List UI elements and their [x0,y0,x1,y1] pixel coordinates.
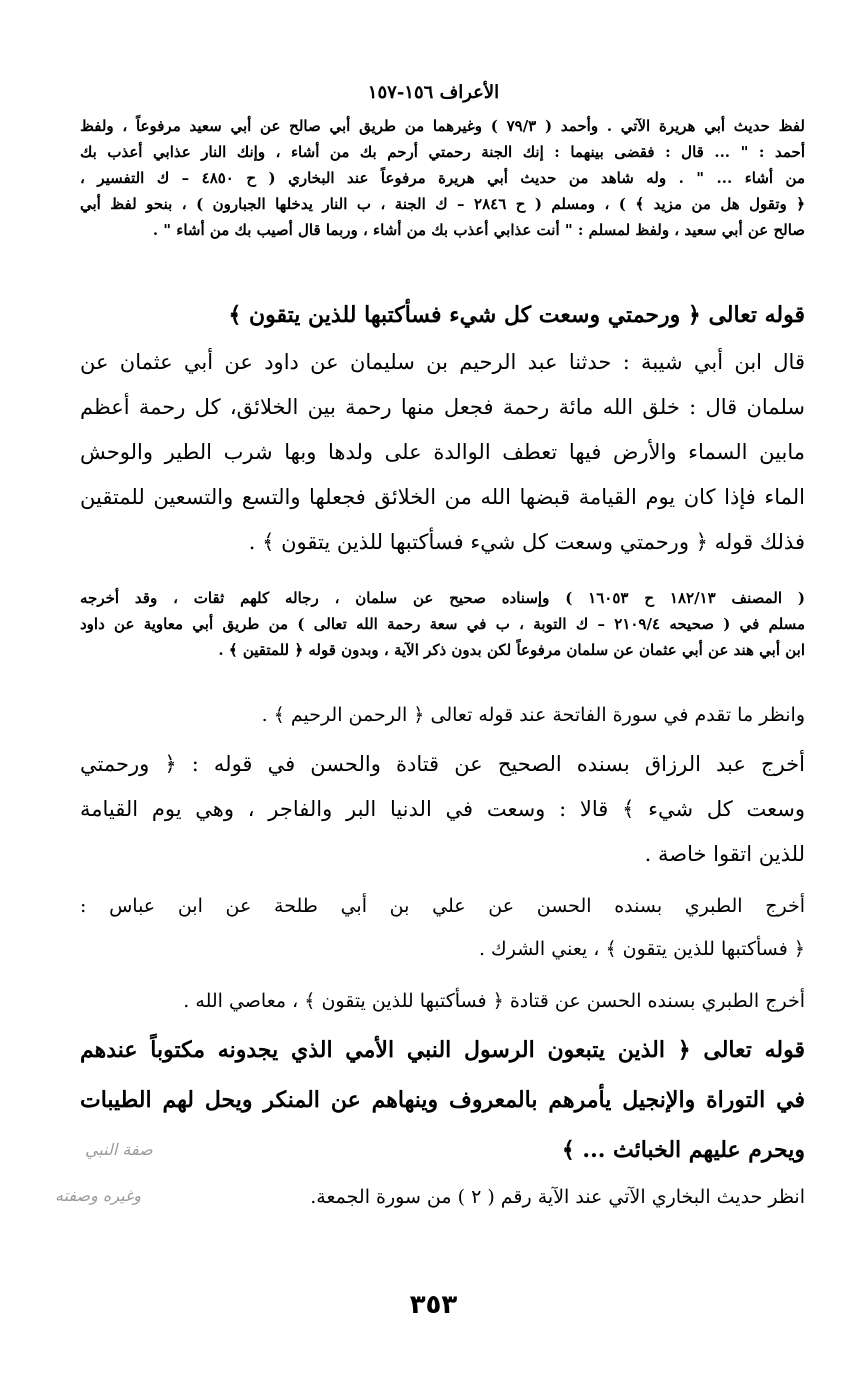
heading-line: ويحرم عليهم الخبائث ... ﴾ [561,1137,805,1163]
paragraph-ibn-abi-shaybah [80,340,805,565]
footnote-line: صالح عن أبي سعيد ، ولفظ لمسلم : " أنت عذابي أعذب بك من أشاء ، وربما قال أصيب بك من أشاء " . [152,221,805,239]
paragraph-line: مابين السماء والأرض فيها تعطف الوالدة على ولدها وبها شرب الطير والوحش [80,440,805,464]
paragraph-line: ﴿ فسأكتبها للذين يتقون ﴾ ، يعني الشرك . [478,938,805,960]
heading-line: في التوراة والإنجيل يأمرهم بالمعروف وينهاهم عن المنكر ويحل لهم الطيبات [80,1087,805,1113]
footnote-line: مسلم في ( صحيحه ٢١٠٩/٤ – ك التوبة ، ب في سعة رحمة الله تعالى ) من طريق أبي معاوية عن داود [80,615,805,633]
footnote-line: ابن أبي هند عن أبي عثمان عن سلمان مرفوعاً لكن بدون ذكر الآية ، وبدون قوله ﴿ للمتقين ﴾ . [218,641,805,659]
paragraph-line: قال ابن أبي شيبة : حدثنا عبد الرحيم بن سليمان عن داود عن أبي عثمان عن [80,350,805,374]
top-footnote [80,113,805,243]
footnote-line: أحمد : " ... قال : فقضى بينهما : إنك الجنة رحمتي أرحم بك من أشاء ، وإنك النار عذابي أعذب بك [80,143,805,161]
heading-line: قوله تعالى ﴿ الذين يتبعون الرسول النبي الأمي الذي يجدونه مكتوباً عندهم [80,1037,805,1063]
paragraph-line: أخرج الطبري بسنده الحسن عن علي بن أبي طلحة عن ابن عباس : [80,895,805,917]
handwritten-note-2: وغيره وصفته [55,1186,142,1205]
paragraph-line: وانظر ما تقدم في سورة الفاتحة عند قوله تعالى ﴿ الرحمن الرحيم ﴾ . [261,704,805,726]
paragraph-line: سلمان قال : خلق الله مائة رحمة فجعل منها رحمة بين الخلائق، كل رحمة أعظم [80,395,805,419]
section-heading-1 [80,290,805,340]
paragraph-line: للذين اتقوا خاصة . [644,842,805,866]
page-number: ٣٥٣ [409,1290,458,1320]
footnote-line: ( المصنف ١٨٢/١٣ ح ١٦٠٥٣ ) وإسناده صحيح عن سلمان ، رجاله كلهم ثقات ، وقد أخرجه [80,589,805,607]
paragraph-line: الماء فإذا كان يوم القيامة قبضها الله من الخلائق فجعلها والتسع والتسعين للمتقين [80,485,805,509]
paragraph-line: أخرج عبد الرزاق بسنده الصحيح عن قتادة والحسن في قوله : ﴿ ورحمتي [80,752,805,776]
paragraph-tabari-ibn-abbas [80,885,805,971]
paragraph-see-fatiha [80,694,805,737]
paragraph-see-jumuah [80,1176,805,1219]
paragraph-line: أخرج الطبري بسنده الحسن عن قتادة ﴿ فسأكتبها للذين يتقون ﴾ ، معاصي الله . [183,990,805,1012]
paragraph-abd-al-razzaq [80,742,805,877]
footnote-line: لفظ حديث أبي هريرة الآتي . وأحمد ( ٧٩/٣ ) وغيرهما من طريق أبي صالح عن أبي سعيد مرفوعاً ، ولفظ [80,117,805,135]
handwritten-note-1: صفة النبي [85,1140,153,1159]
paragraph-line: فذلك قوله ﴿ ورحمتي وسعت كل شيء فسأكتبها للذين يتقون ﴾ . [248,530,805,554]
running-header: الأعراف ١٥٦-١٥٧ [367,82,500,103]
paragraph-line: وسعت كل شيء ﴾ قالا : وسعت في الدنيا البر والفاجر ، وهي يوم القيامة [80,797,805,821]
paragraph-tabari-qatadah [80,980,805,1023]
paragraph-line: انظر حديث البخاري الآتي عند الآية رقم ( ٢ ) من سورة الجمعة. [310,1186,805,1208]
heading-line: قوله تعالى ﴿ ورحمتي وسعت كل شيء فسأكتبها للذين يتقون ﴾ [228,302,805,328]
footnote-line: ﴿ وتقول هل من مزيد ﴾ ) ، ومسلم ( ح ٢٨٤٦ – ك الجنة ، ب النار يدخلها الجبارون ) ، بنحو لفظ أبي [80,195,805,213]
footnote-line: من أشاء ... " . وله شاهد من حديث أبي هريرة مرفوعاً عند البخاري ( ح ٤٨٥٠ – ك التفسير ، [80,169,805,187]
section-heading-2 [80,1025,805,1175]
middle-footnote [80,585,805,663]
